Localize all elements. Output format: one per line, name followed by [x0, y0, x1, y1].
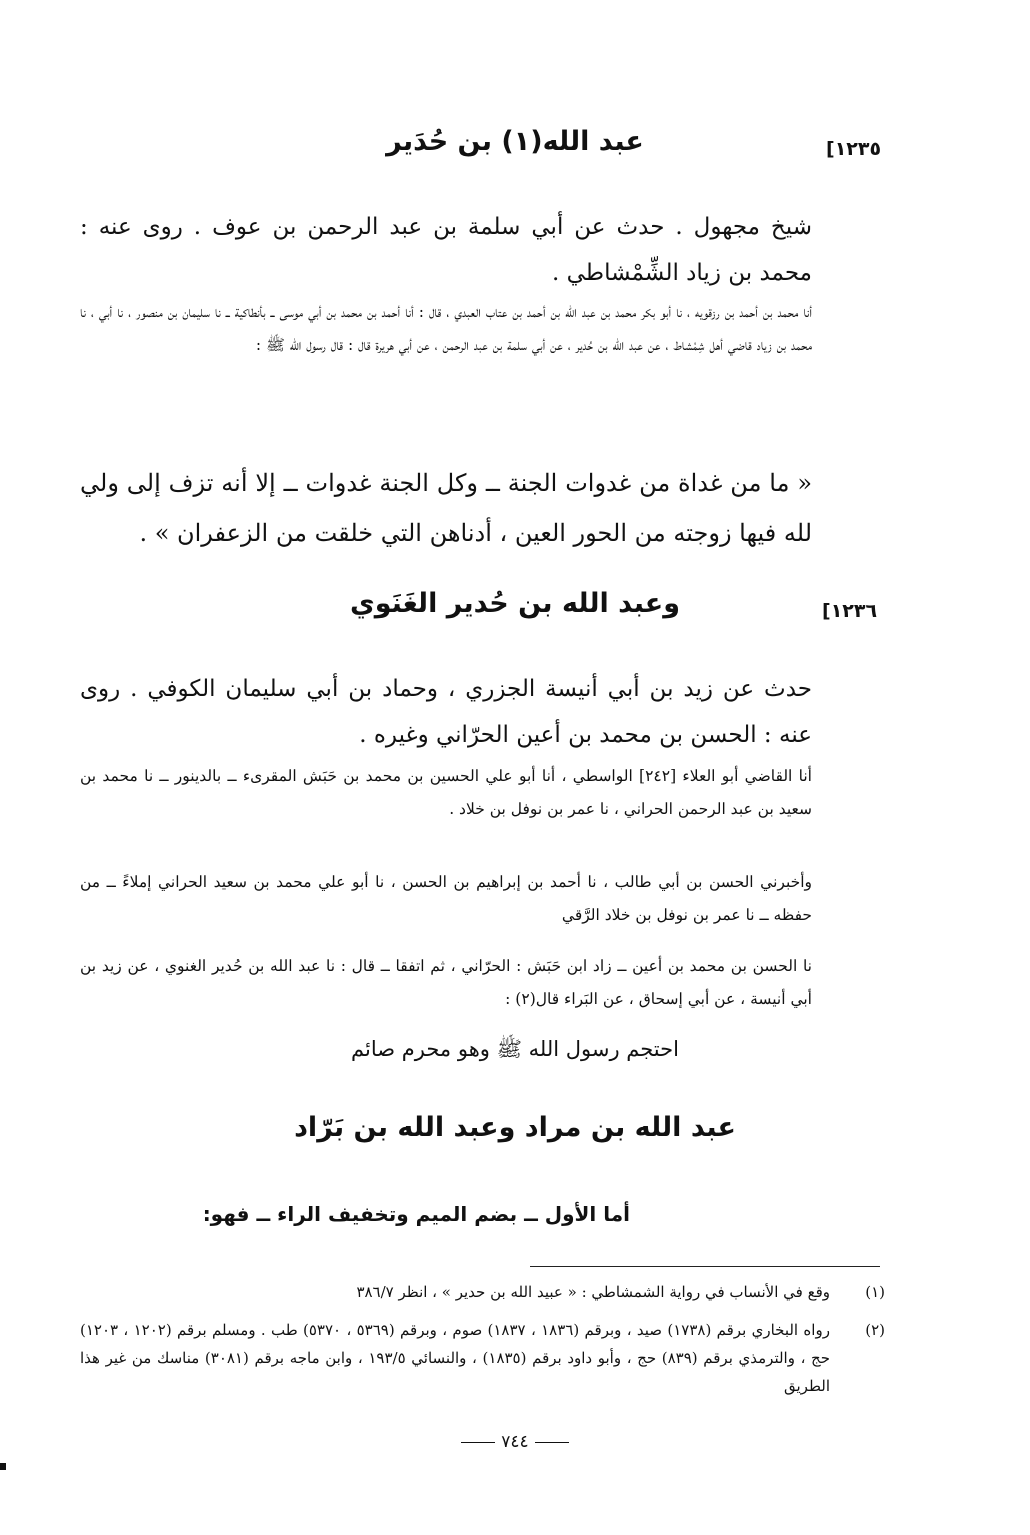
folio-dash [461, 1442, 495, 1443]
section-title: عبد الله بن مراد وعبد الله بن بَرّاد [294, 1112, 736, 1143]
section-subheading: أما الأول ــ بضم الميم وتخفيف الراء ــ فهو: [202, 1202, 630, 1226]
isnad-chain: أنا القاضي أبو العلاء [٢٤٢] الواسطي ، أنا أبو علي الحسين بن محمد بن حَبَش المقرىء ــ بالدينور ــ نا محمد بن سعيد بن عبد الرحمن الحراني ، نا عمر بن نوفل بن خلاد . [80, 767, 812, 818]
footnote-text: وقع في الأنساب في رواية الشمشاطي : « عبيد الله بن حدير » ، انظر ٣٨٦/٧ [356, 1283, 830, 1301]
hadith-text: احتجم رسول الله ﷺ وهو محرم صائم [351, 1037, 679, 1061]
margin-mark [0, 1463, 6, 1470]
isnad-chain: أنا محمد بن أحمد بن رزقويه ، نا أبو بكر محمد بن عبد الله بن أحمد بن عتاب العبدي ، قال : أنا أحمد بن محمد بن أبي موسى ــ بأنطاكية ــ نا سليمان بن منصور ، نا أبي ، نا محمد بن زياد قاضي أهل شِمْشاط ، عن عبد الله بن حُدير ، عن أبي سلمة بن عبد الرحمن ، عن أبي هريرة قال : قال رسول الله ﷺ : [80, 303, 812, 354]
entry-title: عبد الله(١) بن حُدَير [386, 126, 644, 157]
hadith-text: « ما من غداة من غدوات الجنة ــ وكل الجنة غدوات ــ إلا أنه تزف إلى ولي لله فيها زوجته من الحور العين ، أدناهن التي خلقت من الزعفران » . [80, 469, 812, 547]
footnote [80, 1316, 885, 1400]
isnad-chain: وأخبرني الحسن بن أبي طالب ، نا أحمد بن إبراهيم بن الحسن ، نا أبو علي محمد بن سعيد الحراني إملاءً ــ من حفظه ــ نا عمر بن نوفل بن خلاد الرَّقي [80, 873, 812, 924]
isnad-chain: نا الحسن بن محمد بن أعين ــ زاد ابن حَبَش : الحرّاني ، ثم اتفقا ــ قال : نا عبد الله بن حُدير الغنوي ، عن زيد بن أبي أنيسة ، عن أبي إسحاق ، عن البَراء قال(٢) : [80, 957, 812, 1008]
page-number: ٧٤٤ [501, 1432, 529, 1452]
page-number-line [0, 1432, 1030, 1452]
footnote-number: (١) [865, 1283, 885, 1301]
entry-biography: شيخ مجهول . حدث عن أبي سلمة بن عبد الرحمن بن عوف . روى عنه : محمد بن زياد الشِّمْشاطي . [80, 214, 812, 286]
footnote-number: (٢) [865, 1321, 885, 1339]
entry-biography: حدث عن زيد بن أبي أنيسة الجزري ، وحماد بن أبي سليمان الكوفي . روى عنه : الحسن بن محمد بن أعين الحرّاني وغيره . [80, 676, 812, 748]
footnote [80, 1278, 885, 1306]
footnote-text: رواه البخاري برقم (١٧٣٨) صيد ، وبرقم (١٨٣٦ ، ١٨٣٧) صوم ، وبرقم (٥٣٦٩ ، ٥٣٧٠) طب . ومسلم برقم (١٢٠٢ ، ١٢٠٣) حج ، والترمذي برقم (٨٣٩) حج ، وأبو داود برقم (١٨٣٥) ، والنسائي ١٩٣/٥ ، وابن ماجه برقم (٣٠٨١) مناسك من غير هذا الطريق [80, 1321, 831, 1395]
entry-title: وعبد الله بن حُدير الغَنَوي [350, 588, 680, 619]
entry-number: [١٢٣٥ [826, 138, 882, 160]
footnote-rule [530, 1266, 880, 1267]
entry-number: [١٢٣٦ [822, 600, 878, 622]
folio-dash [535, 1442, 569, 1443]
